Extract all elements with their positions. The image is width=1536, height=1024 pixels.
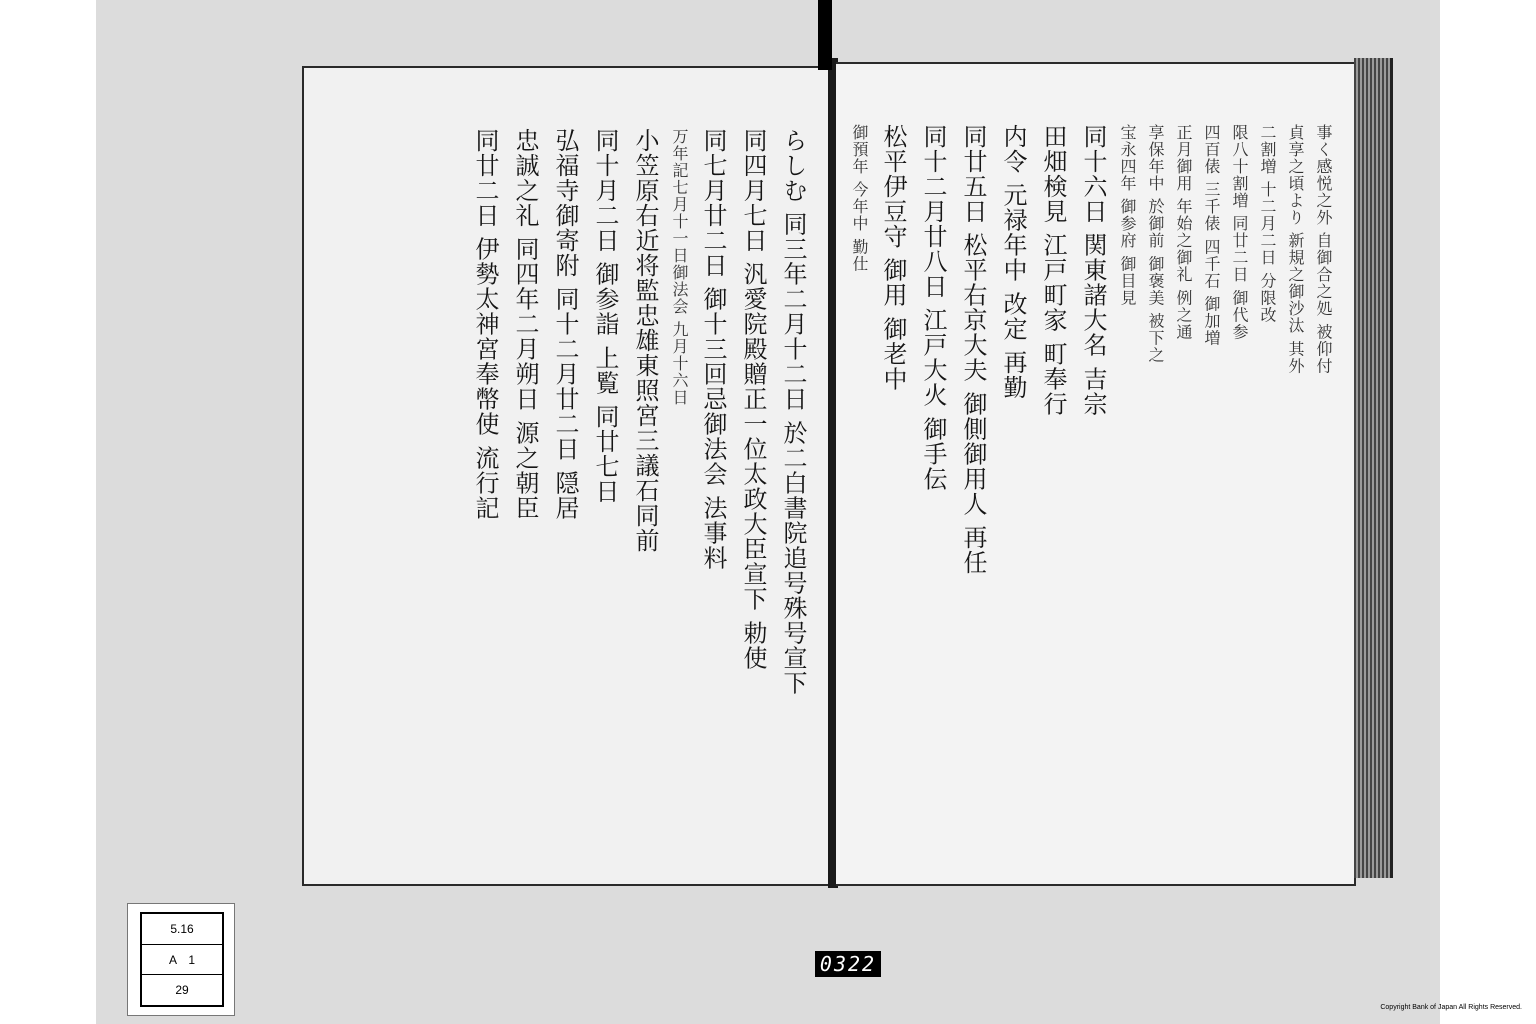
text-column: 宝永四年 御参府 御目見 — [1118, 124, 1137, 307]
text-column: 弘福寺御寄附 同十二月廿二日 隠居 — [551, 128, 579, 521]
text-column: 同四月七日 汎愛院殿贈正一位太政大臣宣下 勅使 — [739, 128, 767, 671]
open-book — [302, 58, 1392, 888]
binding-clip — [818, 0, 832, 70]
text-column: 田畑検見 江戸町家 町奉行 — [1039, 124, 1067, 417]
text-column: 小笠原右近将監忠雄東照宮三議石同前 — [631, 128, 659, 553]
text-column: 同十六日 関東諸大名 吉宗 — [1079, 124, 1107, 417]
frame-number: 0322 — [815, 951, 881, 977]
text-column: らしむ 同三年二月十二日 於二白書院追号殊号宣下 — [779, 128, 807, 696]
text-column: 万年記七月十一日御法会 九月十六日 — [670, 128, 689, 407]
text-column: 同廿五日 松平右京大夫 御側御用人 再任 — [959, 124, 987, 575]
text-column: 享保年中 於御前 御褒美 被下之 — [1146, 124, 1165, 364]
left-page — [302, 66, 830, 886]
text-column: 事く感悦之外 自御合之処 被仰付 — [1314, 124, 1333, 375]
text-column: 限八十割増 同廿二日 御代参 — [1230, 124, 1249, 341]
text-column: 同十月二日 御参詣 上覧 同廿七日 — [591, 128, 619, 504]
text-column: 二割増 十二月二日 分限改 — [1258, 124, 1277, 324]
text-column: 貞享之頃より 新規之御沙汰 其外 — [1286, 124, 1305, 375]
text-column: 忠誠之礼 同四年二月朔日 源之朝臣 — [511, 128, 539, 521]
text-column: 内令 元禄年中 改定 再勤 — [999, 124, 1027, 400]
text-column: 正月御用 年始之御礼 例之通 — [1174, 124, 1193, 341]
catalog-label-line: 29 — [175, 983, 189, 998]
text-column: 同廿二日 伊勢太神宮奉幣使 流行記 — [471, 128, 499, 521]
catalog-label-line: 5.16 — [142, 914, 222, 945]
page-edges — [1354, 58, 1393, 878]
copyright-notice: Copyright Bank of Japan All Rights Reserved. — [1380, 1004, 1522, 1011]
text-column: 同十二月廿八日 江戸大火 御手伝 — [919, 124, 947, 492]
text-column: 御預年 今年中 勤仕 — [850, 124, 869, 273]
right-page — [836, 62, 1356, 886]
text-column: 松平伊豆守 御用 御老中 — [879, 124, 907, 392]
catalog-label-line: A 1 — [142, 945, 222, 976]
catalog-label-box — [140, 912, 224, 1007]
text-column: 同七月廿二日 御十三回忌御法会 法事料 — [699, 128, 727, 571]
right-page-text — [850, 124, 1334, 854]
catalog-label — [127, 903, 235, 1016]
left-page-text — [344, 128, 810, 854]
text-column: 四百俵 三千俵 四千石 御加増 — [1202, 124, 1221, 347]
